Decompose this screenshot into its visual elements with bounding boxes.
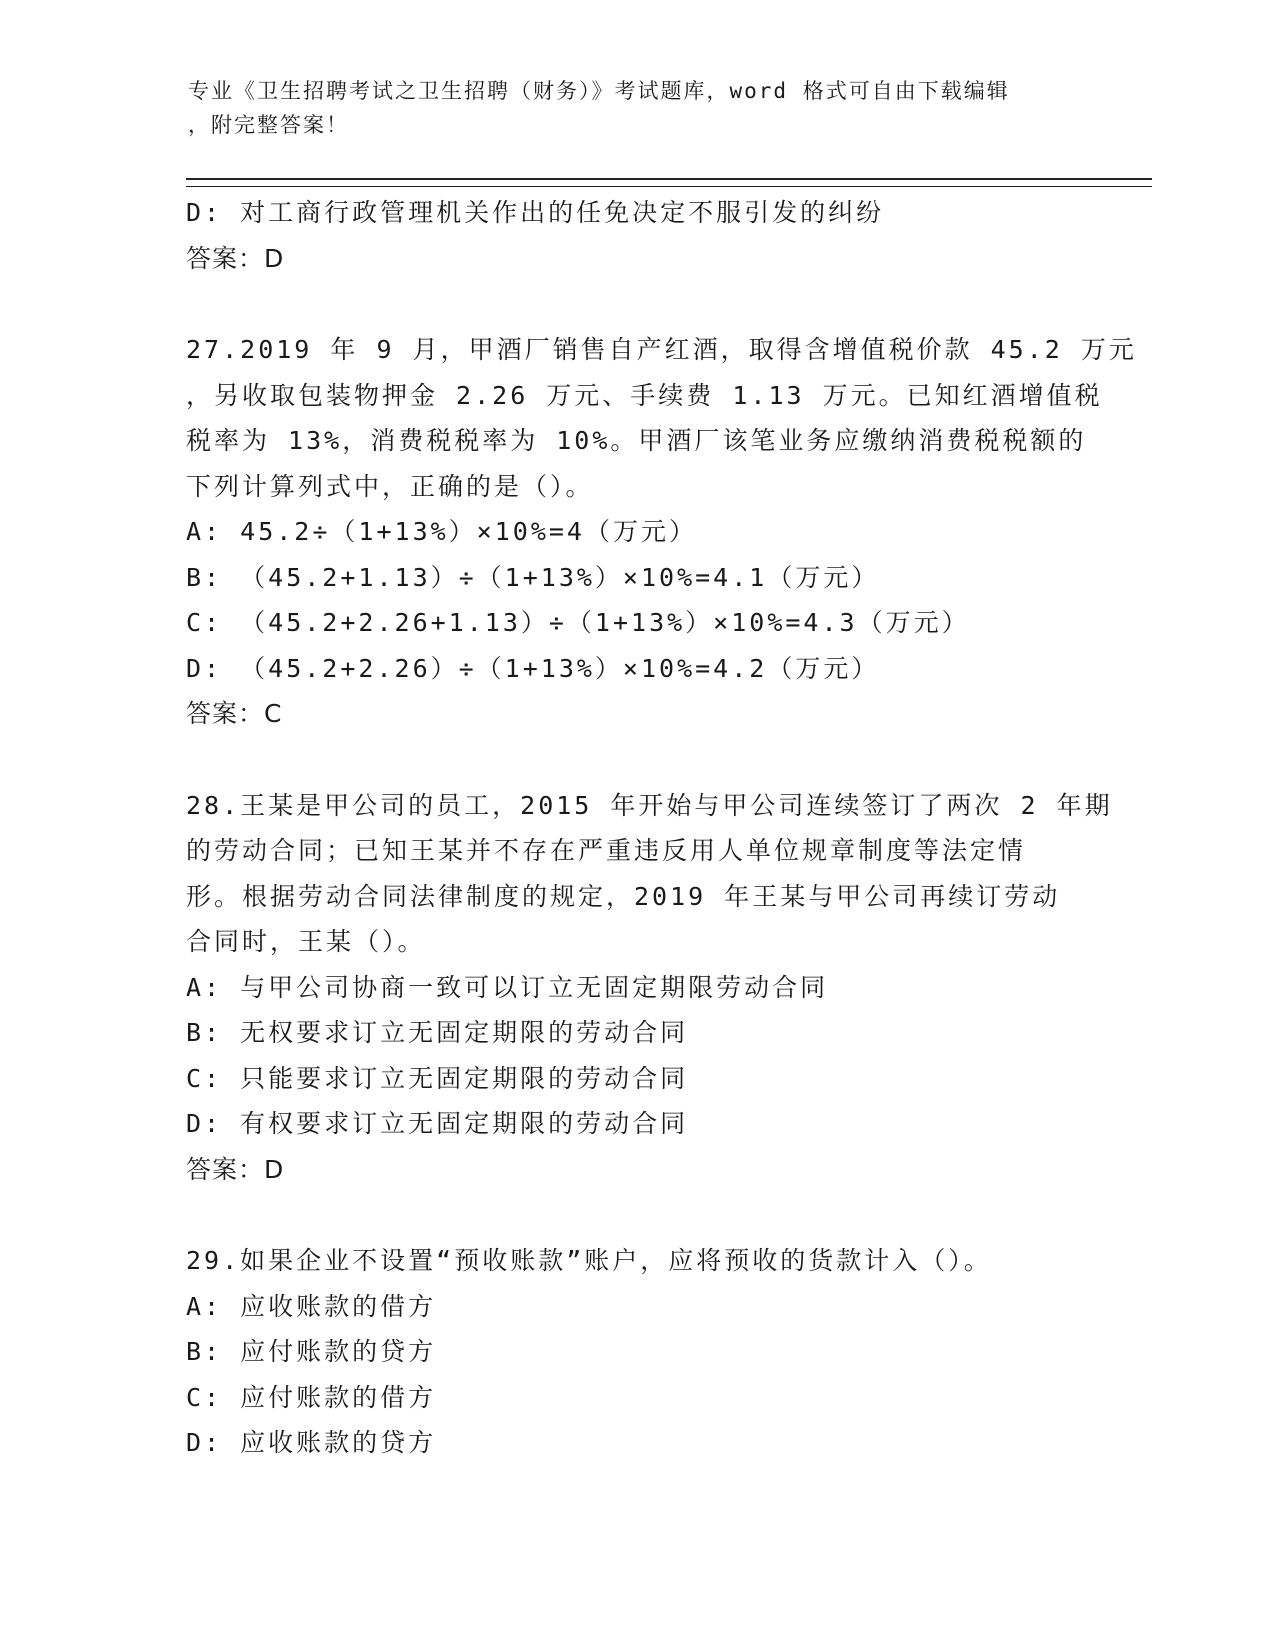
question-28 <box>186 783 1113 1193</box>
option-a: A: 应收账款的借方 <box>186 1291 437 1321</box>
spacer <box>186 281 1086 327</box>
answer-line: 答案：D <box>186 1154 285 1184</box>
option-d: D: 对工商行政管理机关作出的任免决定不服引发的纠纷 <box>186 198 885 227</box>
question-stem-line: 合同时，王某（）。 <box>186 927 426 956</box>
question-stem-line: 的劳动合同；已知王某并不存在严重违反用人单位规章制度等法定情 <box>186 836 1027 865</box>
header-divider <box>186 178 1152 187</box>
option-b: B: （45.2+1.13）÷（1+13%）×10%=4.1（万元） <box>186 562 880 592</box>
document-body <box>186 190 1137 1466</box>
option-b: B: 无权要求订立无固定期限的劳动合同 <box>186 1018 689 1047</box>
answer-line: 答案：C <box>186 699 283 728</box>
spacer <box>186 1192 1086 1238</box>
header-line-2: ，附完整答案！ <box>188 113 349 137</box>
question-stem-line: ，另收取包装物押金 2.26 万元、手续费 1.13 万元。已知红酒增值税 <box>186 380 1103 410</box>
question-stem-line: 29.如果企业不设置“预收账款”账户，应将预收的货款计入（）。 <box>186 1246 992 1275</box>
option-b: B: 应付账款的贷方 <box>186 1337 437 1366</box>
question-stem-line: 27.2019 年 9 月，甲酒厂销售自产红酒，取得含增值税价款 45.2 万元 <box>186 335 1137 364</box>
spacer <box>186 737 1086 783</box>
option-a: A: 45.2÷（1+13%）×10%=4（万元） <box>186 517 697 546</box>
question-stem-line: 28.王某是甲公司的员工，2015 年开始与甲公司连续签订了两次 2 年期 <box>186 790 1113 820</box>
question-stem-line: 下列计算列式中，正确的是（）。 <box>186 471 594 501</box>
question-stem-line: 税率为 13%，消费税税率为 10%。甲酒厂该笔业务应缴纳消费税税额的 <box>186 426 1087 455</box>
prev-question-tail <box>186 190 1086 281</box>
option-c: C: 应付账款的借方 <box>186 1382 437 1412</box>
option-c: C: 只能要求订立无固定期限的劳动合同 <box>186 1063 689 1093</box>
question-stem-line: 形。根据劳动合同法律制度的规定，2019 年王某与甲公司再续订劳动 <box>186 881 1061 911</box>
question-29 <box>186 1238 1086 1466</box>
question-27 <box>186 327 1137 737</box>
option-d: D: 应收账款的贷方 <box>186 1428 437 1457</box>
option-d: D: 有权要求订立无固定期限的劳动合同 <box>186 1109 689 1138</box>
page-header <box>188 74 1088 142</box>
option-a: A: 与甲公司协商一致可以订立无固定期限劳动合同 <box>186 972 829 1002</box>
answer-line: 答案：D <box>186 243 285 273</box>
header-line-1: 专业《卫生招聘考试之卫生招聘（财务）》考试题库，word 格式可自由下载编辑 <box>188 79 1010 103</box>
option-d: D: （45.2+2.26）÷（1+13%）×10%=4.2（万元） <box>186 653 880 683</box>
option-c: C: （45.2+2.26+1.13）÷（1+13%）×10%=4.3（万元） <box>186 608 970 637</box>
